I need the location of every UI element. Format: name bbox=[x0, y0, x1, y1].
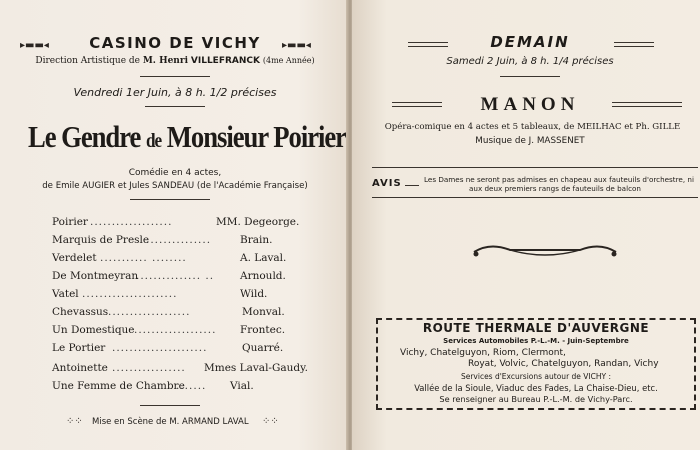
excursions-line: Vallée de la Sioule, Viaduc des Fades, La Chaise-Dieu, etc. bbox=[414, 383, 658, 393]
divider bbox=[140, 405, 200, 406]
opera-description: Opéra-comique en 4 actes et 5 tableaux, de MEILHAC et Ph. GILLE bbox=[384, 122, 681, 132]
excursions-heading: Services d'Excursions autour de VICHY : bbox=[460, 372, 612, 381]
cast-role: Verdelet bbox=[52, 252, 97, 264]
cast-actor: Monval. bbox=[242, 306, 285, 318]
cast-row bbox=[52, 234, 292, 250]
cast-role: Marquis de Presle bbox=[52, 234, 150, 246]
cast-actor: Frontec. bbox=[240, 324, 286, 336]
avis-rule-top bbox=[372, 167, 698, 168]
cast-dots: ............... bbox=[146, 234, 212, 246]
cast-dots: ................... bbox=[90, 216, 173, 228]
play-title-de: de bbox=[145, 130, 162, 152]
avis-text-line1: Les Dames ne seront pas admises en chapeau aux fauteuils d'orchestre, ni bbox=[424, 175, 694, 184]
cast-actor: Quarré. bbox=[242, 342, 284, 354]
cast-dots: ................. bbox=[112, 362, 186, 374]
avis-rule-bottom bbox=[372, 197, 698, 198]
double-rule bbox=[614, 46, 654, 47]
cast-row bbox=[52, 324, 292, 340]
cast-role: Un Domestique bbox=[52, 324, 135, 336]
cast-dots: ...................... bbox=[112, 342, 208, 354]
cast-actor: MM. Degeorge. bbox=[216, 216, 300, 228]
route-line-1: Vichy, Chatelguyon, Riom, Clermont, bbox=[400, 348, 566, 358]
music-credit: Musique de J. MASSENET bbox=[475, 136, 585, 146]
cast-dots: ...................... bbox=[82, 288, 178, 300]
divider bbox=[500, 76, 560, 77]
ornament-left-icon: ▸▬▬◂ bbox=[20, 40, 49, 51]
cast-dots: ....... bbox=[176, 380, 207, 392]
direction-name: M. Henri bbox=[142, 56, 189, 66]
cast-dots: ................... bbox=[134, 324, 217, 336]
demain-date: Samedi 2 Juin, à 8 h. 1/4 précises bbox=[446, 56, 614, 67]
cast-role: Chevassus bbox=[52, 306, 109, 318]
divider bbox=[140, 76, 210, 77]
ornament-right-icon: ▸▬▬◂ bbox=[282, 40, 311, 51]
double-rule bbox=[392, 106, 442, 107]
cast-row bbox=[52, 362, 308, 378]
direction-surname: VILLEFRANCK bbox=[190, 56, 260, 66]
ornament-small-icon: ⁘⁘ bbox=[66, 416, 83, 427]
cast-role: Poirier bbox=[52, 216, 88, 228]
play-title bbox=[27, 119, 346, 155]
avis-text-line2: aux deux premiers rangs de fauteuils de balcon bbox=[469, 184, 641, 193]
direction-line bbox=[10, 56, 340, 66]
cast-actor: Mmes Laval-Gaudy. bbox=[204, 362, 308, 374]
cast-row bbox=[52, 288, 292, 304]
cast-role: Le Portier bbox=[52, 342, 106, 354]
cast-row bbox=[52, 306, 292, 322]
casino-title: CASINO DE VICHY bbox=[89, 34, 261, 52]
cast-row bbox=[52, 216, 300, 232]
route-subtitle: Services Automobiles P.-L.-M. - Juin-Septembre bbox=[443, 337, 629, 345]
cast-actor: Arnould. bbox=[240, 270, 286, 282]
avis-dash bbox=[405, 185, 419, 186]
direction-year: (4me Année) bbox=[262, 56, 315, 65]
double-rule bbox=[392, 102, 442, 103]
renseigner-line: Se renseigner au Bureau P.-L.-M. de Vichy-Parc. bbox=[439, 394, 633, 404]
cast-dots: ............... .. bbox=[136, 270, 215, 282]
cast-dots: ........... ........ bbox=[100, 252, 187, 264]
cast-role: De Montmeyran bbox=[52, 270, 139, 282]
cast-actor: A. Laval. bbox=[240, 252, 287, 264]
authors: de Emile AUGIER et Jules SANDEAU (de l'Académie Française) bbox=[42, 181, 308, 191]
direction-prefix: Direction Artistique de bbox=[35, 56, 140, 66]
ornament-small-icon: ⁘⁘ bbox=[262, 416, 279, 427]
cast-row bbox=[52, 270, 292, 286]
route-line-2: Royat, Volvic, Chatelguyon, Randan, Vichy bbox=[468, 359, 659, 369]
cast-row bbox=[52, 380, 292, 396]
flourish-ornament-icon bbox=[470, 238, 620, 264]
cast-actor: Brain. bbox=[240, 234, 273, 246]
route-title: ROUTE THERMALE D'AUVERGNE bbox=[422, 321, 650, 335]
cast-actor: Wild. bbox=[240, 288, 268, 300]
play-title-part-a: Le Gendre bbox=[27, 119, 141, 154]
cast-role: Antoinette bbox=[52, 362, 108, 374]
demain-heading: DEMAIN bbox=[490, 33, 570, 51]
cast-role: Vatel bbox=[52, 288, 79, 300]
performance-date: Vendredi 1er Juin, à 8 h. 1/2 précises bbox=[73, 86, 277, 99]
cast-dots: ................... bbox=[108, 306, 191, 318]
genre: Comédie en 4 actes, bbox=[128, 168, 222, 178]
cast-row bbox=[52, 342, 292, 358]
cast-role: Une Femme de Chambre bbox=[52, 380, 185, 392]
double-rule bbox=[612, 106, 682, 107]
double-rule bbox=[408, 46, 448, 47]
divider bbox=[145, 106, 205, 107]
opera-title: MANON bbox=[480, 94, 580, 115]
double-rule bbox=[408, 42, 448, 43]
cast-row bbox=[52, 252, 292, 268]
mise-en-scene: Mise en Scène de M. ARMAND LAVAL bbox=[92, 417, 249, 427]
cast-actor: Vial. bbox=[230, 380, 254, 392]
double-rule bbox=[614, 42, 654, 43]
play-title-part-b: Monsieur Poirier bbox=[166, 119, 346, 154]
avis-label: AVIS bbox=[372, 178, 402, 189]
divider bbox=[130, 199, 210, 200]
double-rule bbox=[612, 102, 682, 103]
